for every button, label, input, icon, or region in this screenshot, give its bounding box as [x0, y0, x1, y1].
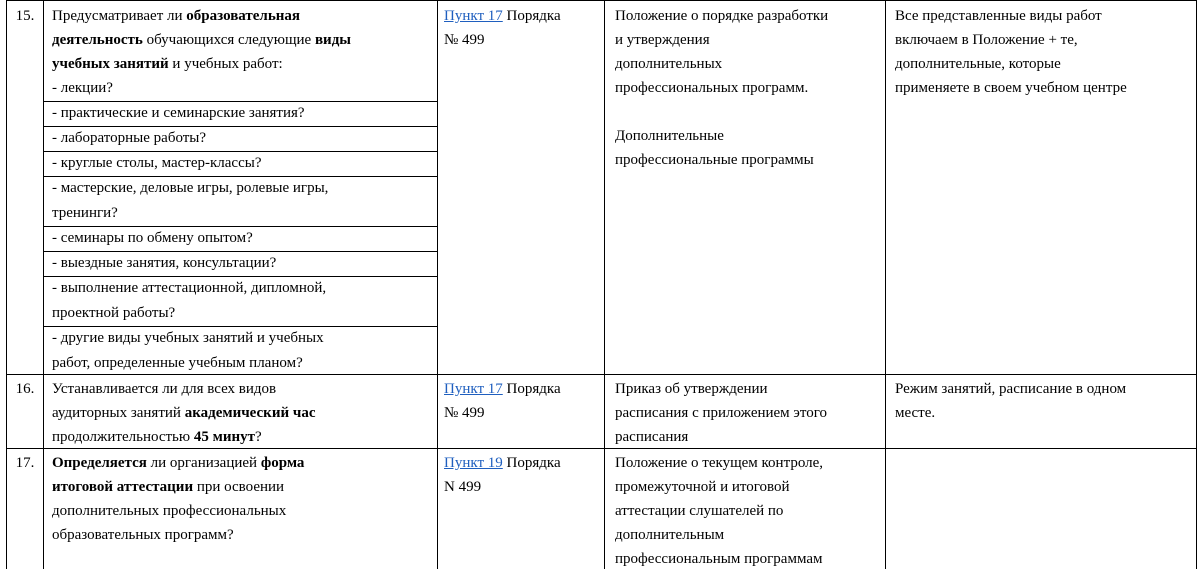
list-item: тренинги? [52, 205, 118, 221]
reference-cell [444, 377, 602, 425]
comment-cell [895, 377, 1195, 425]
lesson-type-list [52, 76, 432, 376]
reference-cell [444, 451, 602, 499]
reference-link[interactable]: Пункт 17 [444, 8, 503, 24]
grid-line [6, 0, 7, 569]
comment-line: Режим занятий, расписание в одном [895, 381, 1127, 397]
list-item: - другие виды учебных занятий и учебных [52, 330, 324, 346]
document-line: профессиональных программ. [615, 80, 809, 96]
document-line: профессиональные программы [615, 152, 814, 168]
reference-number: № 499 [444, 405, 485, 421]
reference-link[interactable]: Пункт 19 [444, 455, 503, 471]
question-cell [52, 4, 432, 76]
question-line: Устанавливается ли для всех видов [52, 381, 277, 397]
question-line: учебных занятий и учебных работ: [52, 56, 283, 72]
document-line: расписания [615, 429, 689, 445]
document-cell [615, 377, 883, 449]
list-item: - лабораторные работы? [52, 130, 207, 146]
question-line: продолжительностью 45 минут? [52, 429, 262, 445]
list-item: - выездные занятия, консультации? [52, 255, 277, 271]
requirements-table [6, 0, 1197, 569]
comment-line: месте. [895, 405, 936, 421]
reference-number: N 499 [444, 479, 482, 495]
question-line: Определяется ли организацией форма [52, 455, 305, 471]
document-line: дополнительным [615, 527, 725, 543]
grid-line [43, 0, 44, 569]
document-line: Положение о порядке разработки [615, 8, 829, 24]
document-line: Положение о текущем контроле, [615, 455, 824, 471]
comment-line: применяете в своем учебном центре [895, 80, 1127, 96]
document-line [615, 100, 883, 124]
reference-cell [444, 4, 602, 52]
question-cell [52, 377, 432, 449]
list-item: работ, определенные учебным планом? [52, 355, 303, 371]
list-item: - выполнение аттестационной, дипломной, [52, 280, 327, 296]
reference-link[interactable]: Пункт 17 [444, 381, 503, 397]
row-number: 17. [15, 455, 35, 471]
grid-line [437, 0, 438, 569]
grid-line [1196, 0, 1197, 569]
document-line: и утверждения [615, 32, 710, 48]
question-cell [52, 451, 432, 547]
list-item: проектной работы? [52, 305, 176, 321]
reference-number: № 499 [444, 32, 485, 48]
question-line: образовательных программ? [52, 527, 234, 543]
document-line: промежуточной и итоговой [615, 479, 790, 495]
row-number: 16. [15, 381, 35, 397]
question-line: дополнительных профессиональных [52, 503, 287, 519]
reference-text: Порядка [502, 381, 561, 397]
question-line: итоговой аттестации при освоении [52, 479, 285, 495]
document-line: расписания с приложением этого [615, 405, 827, 421]
list-item: - практические и семинарские занятия? [52, 105, 305, 121]
document-line: профессиональным программам [615, 551, 823, 567]
list-item: - семинары по обмену опытом? [52, 230, 253, 246]
question-line: деятельность обучающихся следующие виды [52, 32, 351, 48]
document-line: дополнительных [615, 56, 723, 72]
list-item: - круглые столы, мастер-классы? [52, 155, 262, 171]
document-cell [615, 4, 883, 172]
document-line: Приказ об утверждении [615, 381, 768, 397]
grid-line [604, 0, 605, 569]
grid-line [6, 0, 1197, 1]
reference-text: Порядка [502, 8, 561, 24]
question-line: Предусматривает ли образовательная [52, 8, 301, 24]
document-line: аттестации слушателей по [615, 503, 784, 519]
document-cell [615, 451, 883, 571]
list-item: - мастерские, деловые игры, ролевые игры, [52, 180, 329, 196]
row-number: 15. [15, 8, 35, 24]
list-item: - лекции? [52, 80, 113, 96]
comment-line: Все представленные виды работ [895, 8, 1102, 24]
question-line: аудиторных занятий академический час [52, 405, 316, 421]
document-line: Дополнительные [615, 128, 724, 144]
comment-cell [895, 4, 1195, 100]
reference-text: Порядка [502, 455, 561, 471]
comment-line: включаем в Положение + те, [895, 32, 1078, 48]
comment-line: дополнительные, которые [895, 56, 1061, 72]
grid-line [885, 0, 886, 569]
